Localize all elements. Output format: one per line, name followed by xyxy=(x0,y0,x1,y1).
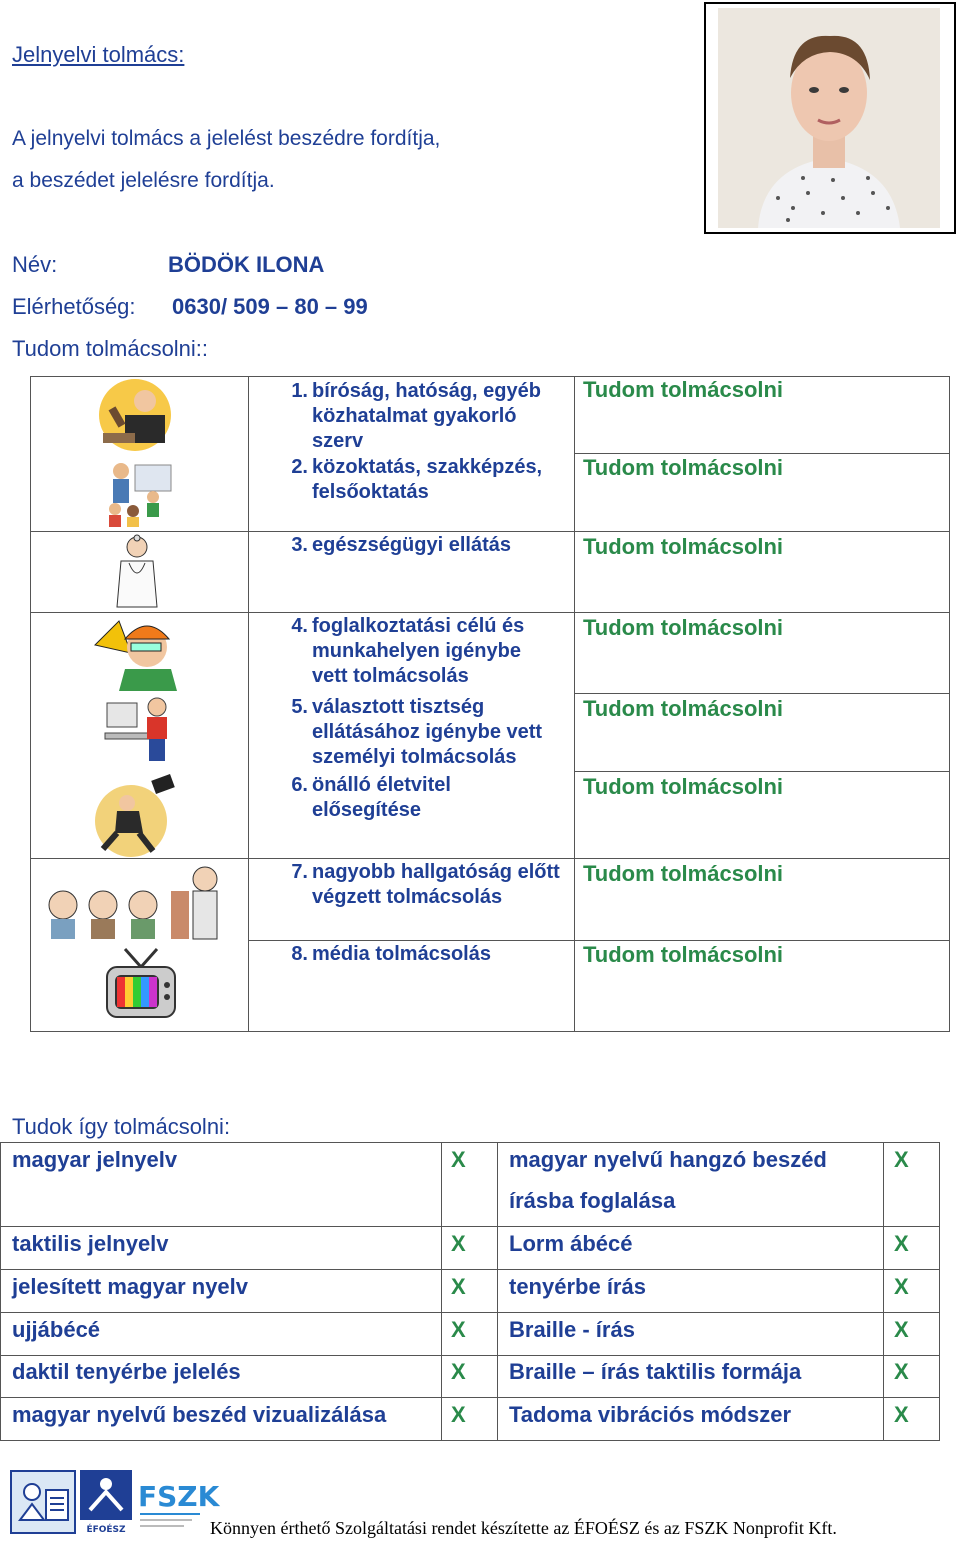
method-mark: X xyxy=(894,1402,909,1427)
method-name: Tadoma vibrációs módszer xyxy=(509,1402,792,1427)
service-item: 1. bíróság, hatóság, egyéb közhatalmat gyakorló szerv xyxy=(291,380,541,452)
computer-user-icon xyxy=(101,693,181,769)
service-status: Tudom tolmácsolni xyxy=(583,377,784,402)
contact-value: 0630/ 509 – 80 – 99 xyxy=(172,294,368,319)
service-status: Tudom tolmácsolni xyxy=(583,774,784,799)
method-mark: X xyxy=(894,1317,909,1342)
service-status: Tudom tolmácsolni xyxy=(583,615,784,640)
methods-label: Tudok így tolmácsolni: xyxy=(12,1114,231,1139)
service-status: Tudom tolmácsolni xyxy=(583,942,784,967)
service-item: 5. választott tisztség ellátásához igénybe vett személyi tolmácsolás xyxy=(291,696,543,768)
service-status: Tudom tolmácsolni xyxy=(583,534,784,559)
worker-icon xyxy=(91,613,183,693)
efoesz-logo-icon xyxy=(80,1470,132,1534)
name-label: Név: xyxy=(12,252,58,277)
doctor-icon xyxy=(107,533,167,611)
service-item: 6. önálló életvitel elősegítése xyxy=(291,774,451,821)
page-heading: Jelnyelvi tolmács: xyxy=(12,42,185,67)
efoesz-logo-label: ÉFOÉSZ xyxy=(86,1525,126,1535)
method-mark: X xyxy=(894,1359,909,1384)
method-mark: X xyxy=(451,1147,466,1172)
service-status: Tudom tolmácsolni xyxy=(583,861,784,886)
footer-text: Könnyen érthető Szolgáltatási rendet készítette az ÉFOÉSZ és az FSZK Nonprofit Kft. xyxy=(210,1518,837,1538)
methods-table xyxy=(0,1142,940,1441)
method-name: Braille - írás xyxy=(509,1317,635,1342)
service-status: Tudom tolmácsolni xyxy=(583,696,784,721)
television-icon xyxy=(101,945,181,1025)
intro-line-1: A jelnyelvi tolmács a jelelést beszédre fordítja, xyxy=(12,127,441,150)
method-name: taktilis jelnyelv xyxy=(12,1231,169,1256)
method-mark: X xyxy=(451,1359,466,1384)
service-item: 2. közoktatás, szakképzés, felsőoktatás xyxy=(291,456,543,503)
method-mark: X xyxy=(451,1231,466,1256)
method-name: magyar nyelvű hangzó beszéd xyxy=(509,1147,827,1172)
method-name: Lorm ábécé xyxy=(509,1231,633,1256)
jumping-man-icon xyxy=(87,773,183,857)
method-name: ujjábécé xyxy=(12,1317,101,1342)
interpreter-photo xyxy=(718,8,940,228)
service-item: 3. egészségügyi ellátás xyxy=(291,534,511,556)
name-value: BÖDÖK ILONA xyxy=(168,252,325,277)
method-name: Braille – írás taktilis formája xyxy=(509,1359,802,1384)
method-name: daktil tenyérbe jelelés xyxy=(12,1359,241,1384)
easy-read-logo-icon xyxy=(10,1470,76,1534)
judge-icon xyxy=(95,377,177,453)
classroom-icon xyxy=(95,457,177,529)
fszk-logo-label: FSZK xyxy=(138,1480,220,1513)
method-mark: X xyxy=(894,1274,909,1299)
method-name: jelesített magyar nyelv xyxy=(12,1274,249,1299)
method-name: tenyérbe írás xyxy=(509,1274,646,1299)
audience-icon xyxy=(45,861,225,941)
service-item: 8. média tolmácsolás xyxy=(291,943,491,965)
service-status: Tudom tolmácsolni xyxy=(583,455,784,480)
method-name: magyar jelnyelv xyxy=(12,1147,178,1172)
services-label: Tudom tolmácsolni:: xyxy=(12,336,209,361)
service-item: 4. foglalkoztatási célú és munkahelyen igénybe vett tolmácsolás xyxy=(291,615,525,687)
services-table xyxy=(30,376,950,1032)
service-item: 7. nagyobb hallgatóság előtt végzett tolmácsolás xyxy=(291,861,560,908)
method-name: magyar nyelvű beszéd vizualizálása xyxy=(12,1402,387,1427)
method-name-cont: írásba foglalása xyxy=(509,1188,676,1213)
method-mark: X xyxy=(451,1317,466,1342)
method-mark: X xyxy=(451,1274,466,1299)
method-mark: X xyxy=(451,1402,466,1427)
intro-line-2: a beszédet jelelésre fordítja. xyxy=(12,169,275,192)
contact-label: Elérhetőség: xyxy=(12,294,136,319)
method-mark: X xyxy=(894,1147,909,1172)
method-mark: X xyxy=(894,1231,909,1256)
fszk-logo-icon xyxy=(136,1470,220,1534)
